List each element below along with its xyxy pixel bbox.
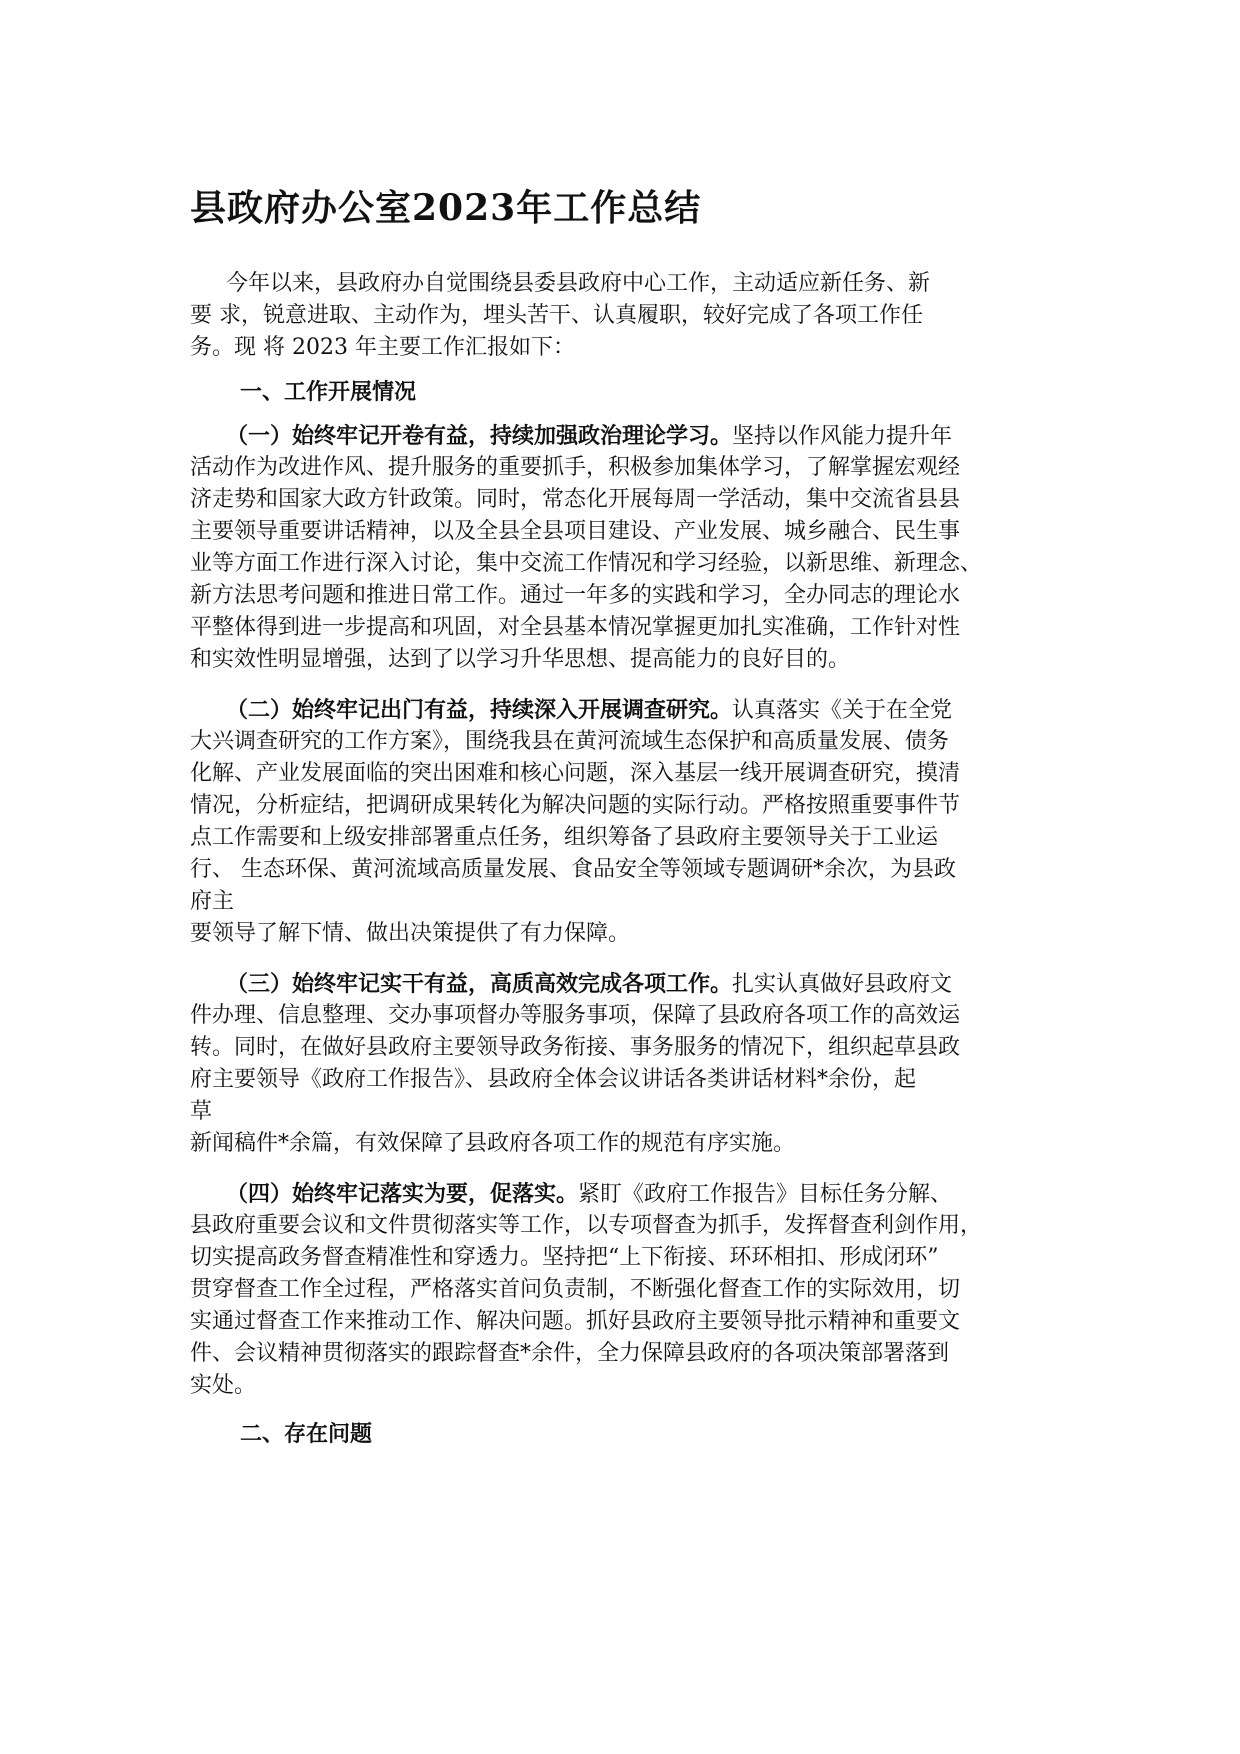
- paragraph-lead: （二）始终牢记出门有益，持续深入开展调查研究。: [226, 697, 733, 723]
- paragraph-first-line: [226, 694, 1070, 727]
- paragraph-line: 府主: [190, 889, 235, 914]
- paragraph-line: 切实提高政务督查精准性和穿透力。坚持把“上下衔接、环环相扣、形成闭环”: [190, 1245, 939, 1270]
- paragraph-line: 新方法思考问题和推进日常工作。通过一年多的实践和学习，全办同志的理论水: [190, 583, 961, 608]
- paragraph-lead: （三）始终牢记实干有益，高质高效完成各项工作。: [226, 971, 733, 997]
- paragraph-line: 济走势和国家大政方针政策。同时，常态化开展每周一学活动，集中交流省县县: [190, 487, 961, 512]
- section-heading-2: 二、存在问题: [240, 1421, 373, 1447]
- paragraph-line: 草: [190, 1099, 213, 1124]
- paragraph-line: 件、会议精神贯彻落实的跟踪督查*余件，全力保障县政府的各项决策部署落到: [190, 1341, 950, 1366]
- paragraph-first-line: [226, 968, 1070, 1001]
- paragraph-line: 新闻稿件*余篇，有效保障了县政府各项工作的规范有序实施。: [190, 1131, 796, 1156]
- section-heading-1: 一、工作开展情况: [240, 379, 417, 405]
- paragraph-text: 扎实认真做好县政府文: [732, 972, 953, 997]
- paragraph-line: 府主要领导《政府工作报告》、县政府全体会议讲话各类讲话材料*余份，起: [190, 1067, 917, 1092]
- paragraph-line: 化解、产业发展面临的突出困难和核心问题，深入基层一线开展调查研究，摸清: [190, 761, 961, 786]
- paragraph-line: 实处。: [190, 1373, 257, 1398]
- paragraph-first-line: [226, 1178, 1070, 1211]
- paragraph-text: 坚持以作风能力提升年: [732, 424, 953, 449]
- paragraph-text: 紧盯《政府工作报告》目标任务分解、: [578, 1182, 953, 1207]
- paragraph-line: 活动作为改进作风、提升服务的重要抓手，积极参加集体学习，了解掌握宏观经: [190, 455, 961, 480]
- paragraph-line: 县政府重要会议和文件贯彻落实等工作，以专项督查为抓手，发挥督查利剑作用，: [190, 1213, 983, 1238]
- paragraph-line: 业等方面工作进行深入讨论，集中交流工作情况和学习经验，以新思维、新理念、: [190, 551, 983, 576]
- paragraph-line: 行、 生态环保、黄河流域高质量发展、食品安全等领域专题调研*余次，为县政: [190, 857, 956, 882]
- paragraph-first-line: [226, 420, 1070, 453]
- paragraph-line: 实通过督查工作来推动工作、解决问题。抓好县政府主要领导批示精神和重要文: [190, 1309, 961, 1334]
- paragraph-line: 主要领导重要讲话精神，以及全县全县项目建设、产业发展、城乡融合、民生事: [190, 519, 961, 544]
- paragraph-line: 转。同时，在做好县政府主要领导政务衔接、事务服务的情况下，组织起草县政: [190, 1035, 961, 1060]
- document-title: 县政府办公室2023年工作总结: [190, 187, 702, 229]
- paragraph-line: 要领导了解下情、做出决策提供了有力保障。: [190, 921, 631, 946]
- paragraph-lead: （四）始终牢记落实为要，促落实。: [226, 1181, 579, 1207]
- paragraph-lead: （一）始终牢记开卷有益，持续加强政治理论学习。: [226, 423, 733, 449]
- paragraph-text: 认真落实《关于在全党: [732, 698, 953, 723]
- paragraph-line: 件办理、信息整理、交办事项督办等服务事项，保障了县政府各项工作的高效运: [190, 1003, 961, 1028]
- paragraph-line: 情况，分析症结，把调研成果转化为解决问题的实际行动。严格按照重要事件节: [190, 793, 961, 818]
- intro-line: 要 求，锐意进取、主动作为，埋头苦干、认真履职，较好完成了各项工作任: [190, 303, 923, 328]
- paragraph-line: 点工作需要和上级安排部署重点任务，组织筹备了县政府主要领导关于工业运: [190, 825, 939, 850]
- paragraph-line: 大兴调查研究的工作方案》，围绕我县在黄河流域生态保护和高质量发展、债务: [190, 729, 950, 754]
- intro-line: 今年以来，县政府办自觉围绕县委县政府中心工作，主动适应新任务、新: [226, 271, 931, 296]
- paragraph-line: 和实效性明显增强，达到了以学习升华思想、提高能力的良好目的。: [190, 647, 851, 672]
- paragraph-line: 平整体得到进一步提高和巩固，对全县基本情况掌握更加扎实准确，工作针对性: [190, 615, 961, 640]
- paragraph-line: 贯穿督查工作全过程，严格落实首问负责制，不断强化督查工作的实际效用，切: [190, 1277, 961, 1302]
- intro-line: 务。现 将 2023 年主要工作汇报如下：: [190, 335, 575, 360]
